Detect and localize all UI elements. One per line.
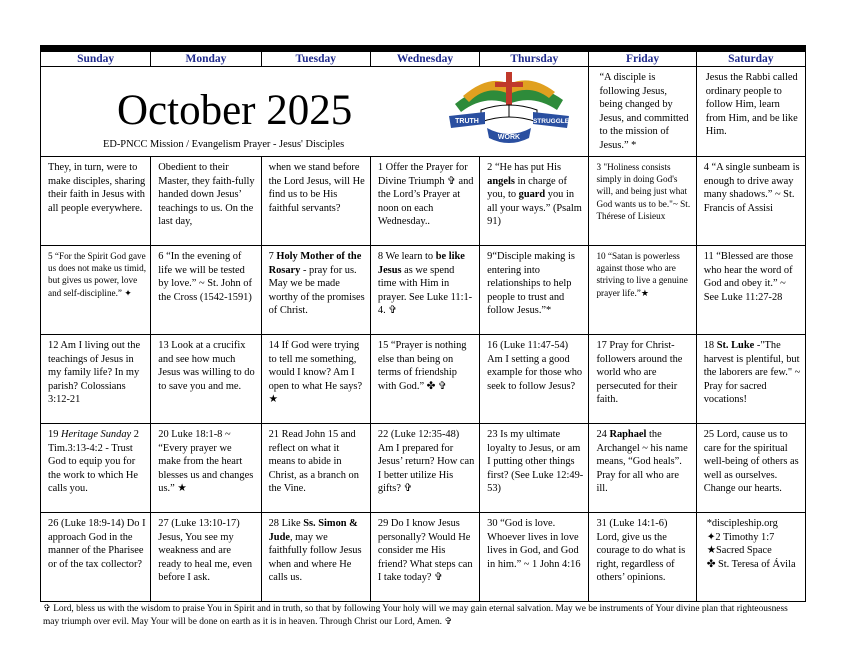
day-cell-23 — [480, 424, 589, 513]
cell-text: 9“Disciple making is entering into relationships to help people to trust and follow Jesus.”* — [487, 251, 575, 317]
cell-text: 8 We learn to be like Jesus as we spend time with Him in prayer. See Luke 11:1-4. ✞ — [377, 251, 473, 317]
reference-item: ✤ St. Teresa of Ávila — [706, 558, 796, 570]
cell-text: 12 Am I living out the teachings of Jesus in my family life? In my parish? Colossians 3:12-21 — [48, 340, 141, 406]
day-header-wednesday: Wednesday — [370, 52, 479, 67]
week-row-4 — [41, 424, 806, 513]
day-cell-16 — [480, 335, 589, 424]
cell-text: 17 Pray for Christ-followers around the world who are persecuted for their faith. — [596, 340, 683, 406]
cell-text: 14 If God were trying to tell me something, would I know? Am I open to what He says?★ — [268, 340, 363, 406]
week-row-2 — [41, 246, 806, 335]
day-cell-28 — [261, 513, 370, 602]
cell-text: 5 “For the Spirit God gave us does not make us timid, but gives us power, love and self-discipline.” ✦ — [48, 251, 146, 298]
cell-text: 27 (Luke 13:10-17) Jesus, You see my weakness and are ready to heal me, even before I ask. — [158, 518, 253, 584]
cell-text: 31 (Luke 14:1-6) Lord, give us the courage to do what is right, regardless of others’ opinions. — [596, 518, 686, 584]
saturday-quote: Jesus the Rabbi called ordinary people to follow Him, learn from Him, and be like Him. — [705, 72, 798, 138]
cell-text: 21 Read John 15 and reflect on what it means to abide in Christ, as a branch on the Vine. — [268, 429, 359, 495]
day-header-row — [41, 52, 806, 67]
day-cell-30 — [480, 513, 589, 602]
cell-text: 1 Offer the Prayer for Divine Triumph ✞ and the Lord’s Prayer at noon on each Wednesday.. — [377, 162, 474, 228]
cell-text: 23 Is my ultimate loyalty to Jesus, or am I putting other things first? (See Luke 12:49-53) — [487, 429, 584, 495]
cell-text: 25 Lord, cause us to care for the spiritual well-being of others as well as ourselves. Change our hearts. — [703, 429, 799, 495]
day-cell-24 — [589, 424, 696, 513]
cell-text: Obedient to their Master, they faith-fully handed down Jesus’ teachings to us. On the last day, — [158, 162, 255, 228]
reference-item: ✦2 Timothy 1:7 — [706, 531, 775, 543]
day-cell-15 — [370, 335, 479, 424]
day-cell-2 — [480, 157, 589, 246]
day-cell-8 — [370, 246, 479, 335]
saturday-quote-cell — [696, 67, 805, 157]
closing-prayer: ✞ Lord, bless us with the wisdom to praise You in Spirit and in truth, so that by following Your holy will we may gain eternal salvation. May we be instruments of Your divine plan that righteousness may triumph over evil. May Your will be done on earth as it is in heaven. Through Christ our Lord, Amen. ✞ — [43, 604, 788, 628]
cell-text: 16 (Luke 11:47-54) Am I setting a good example for those who seek to follow Jesus? — [487, 340, 583, 392]
week-row-1 — [41, 157, 806, 246]
cell-text: 22 (Luke 12:35-48) Am I prepared for Jesus’ return? How can I better utilize His gifts? ✞ — [377, 429, 475, 495]
mission-logo — [445, 70, 573, 148]
cell-text: 18 St. Luke -"The harvest is plentiful, but the laborers are few." ~ Pray for sacred vocations! — [703, 340, 801, 406]
day-cell-17 — [589, 335, 696, 424]
references-list — [697, 513, 805, 571]
logo-cross-vertical — [506, 72, 512, 110]
cell-text: They, in turn, were to make disciples, sharing their faith in Jesus with all people everywhere. — [48, 162, 146, 214]
friday-quote: “A disciple is following Jesus, being changed by Jesus, and committed to the mission of Jesus.” * — [599, 72, 689, 151]
day-cell — [151, 157, 261, 246]
day-cell-31 — [589, 513, 696, 602]
calendar-grid — [40, 51, 806, 602]
day-cell-21 — [261, 424, 370, 513]
day-cell-10 — [589, 246, 696, 335]
day-header-tuesday: Tuesday — [261, 52, 370, 67]
cell-text: 26 (Luke 18:9-14) Do I approach God in the manner of the Pharisee or of the tax collector? — [48, 518, 146, 570]
cell-text: 19 Heritage Sunday 2 Tim.3:13-4:2 - Trust God to equip you for the work to which He calls you. — [48, 429, 139, 495]
day-cell-19 — [41, 424, 151, 513]
cell-text: 29 Do I know Jesus personally? Would He consider me His friend? What steps can I take today? ✞ — [377, 518, 473, 584]
day-cell-1 — [370, 157, 479, 246]
cell-text: 10 “Satan is powerless against those who are striving to live a genuine prayer life.”★ — [596, 251, 688, 298]
friday-quote-cell — [589, 67, 696, 157]
cell-text: 30 “God is love. Whoever lives in love lives in God, and God in him.” ~ 1 John 4:16 — [487, 518, 581, 570]
cell-text: 7 Holy Mother of the Rosary - pray for us. May we be made worthy of the promises of Christ. — [268, 251, 365, 317]
month-title: October 2025 — [117, 87, 353, 134]
day-cell-3 — [589, 157, 696, 246]
cell-text: 2 “He has put His angels in charge of you, to guard you in all your ways.” (Psalm 91) — [487, 162, 582, 228]
day-cell-25 — [696, 424, 805, 513]
day-cell-9 — [480, 246, 589, 335]
day-cell-6 — [151, 246, 261, 335]
cell-text: 4 “A single sunbeam is enough to drive away many shadows.” ~ St. Francis of Assisi — [703, 162, 800, 214]
references-cell — [696, 513, 805, 602]
week-row-3 — [41, 335, 806, 424]
calendar — [40, 45, 806, 601]
day-cell-22 — [370, 424, 479, 513]
day-cell-20 — [151, 424, 261, 513]
title-block — [41, 67, 589, 157]
cell-text: 3 "Holiness consists simply in doing God's will, and being just what God wants us to be."~ St. Thérese of Lisieux — [596, 162, 691, 221]
cell-text: 20 Luke 18:1-8 ~ “Every prayer we make from the heart blesses us and changes us.” ★ — [158, 429, 254, 495]
day-cell-27 — [151, 513, 261, 602]
cell-text: 13 Look at a crucifix and see how much Jesus was willing to do to save you and me. — [158, 340, 255, 392]
cell-text: 6 “In the evening of life we will be tested by love.” ~ St. John of the Cross (1542-1591) — [158, 251, 252, 303]
day-cell-29 — [370, 513, 479, 602]
logo-word-work: WORK — [497, 134, 521, 141]
day-cell-18 — [696, 335, 805, 424]
day-header-thursday: Thursday — [480, 52, 589, 67]
day-cell-12 — [41, 335, 151, 424]
cell-text: when we stand before the Lord Jesus, will He find us to be His faithful servants? — [268, 162, 365, 214]
logo-word-struggle: STRUGGLE — [532, 118, 570, 125]
day-header-friday: Friday — [589, 52, 696, 67]
day-cell-5 — [41, 246, 151, 335]
day-cell-4 — [696, 157, 805, 246]
subtitle: ED-PNCC Mission / Evangelism Prayer - Jesus' Disciples — [103, 139, 345, 150]
day-header-sunday: Sunday — [41, 52, 151, 67]
day-header-saturday: Saturday — [696, 52, 805, 67]
cell-text: 24 Raphael the Archangel ~ his name means, “God heals”. Pray for all who are ill. — [596, 429, 688, 495]
day-cell — [41, 157, 151, 246]
cell-text: 11 “Blessed are those who hear the word of God and obey it.” ~ See Luke 11:27-28 — [703, 251, 794, 303]
day-cell-26 — [41, 513, 151, 602]
title-row — [41, 67, 806, 157]
day-cell-14 — [261, 335, 370, 424]
reference-item: *discipleship.org — [706, 518, 778, 529]
cell-text: 15 “Prayer is nothing else than being on terms of friendship with God.” ✤ ✞ — [377, 340, 467, 392]
logo-word-truth: TRUTH — [455, 118, 479, 125]
logo-cross-horizontal — [495, 82, 523, 87]
day-cell-11 — [696, 246, 805, 335]
day-cell-7 — [261, 246, 370, 335]
day-cell-13 — [151, 335, 261, 424]
week-row-5 — [41, 513, 806, 602]
reference-item: ★Sacred Space — [706, 545, 772, 557]
day-header-monday: Monday — [151, 52, 261, 67]
day-cell — [261, 157, 370, 246]
cell-text: 28 Like Ss. Simon & Jude, may we faithfully follow Jesus when and where He calls us. — [268, 518, 362, 584]
